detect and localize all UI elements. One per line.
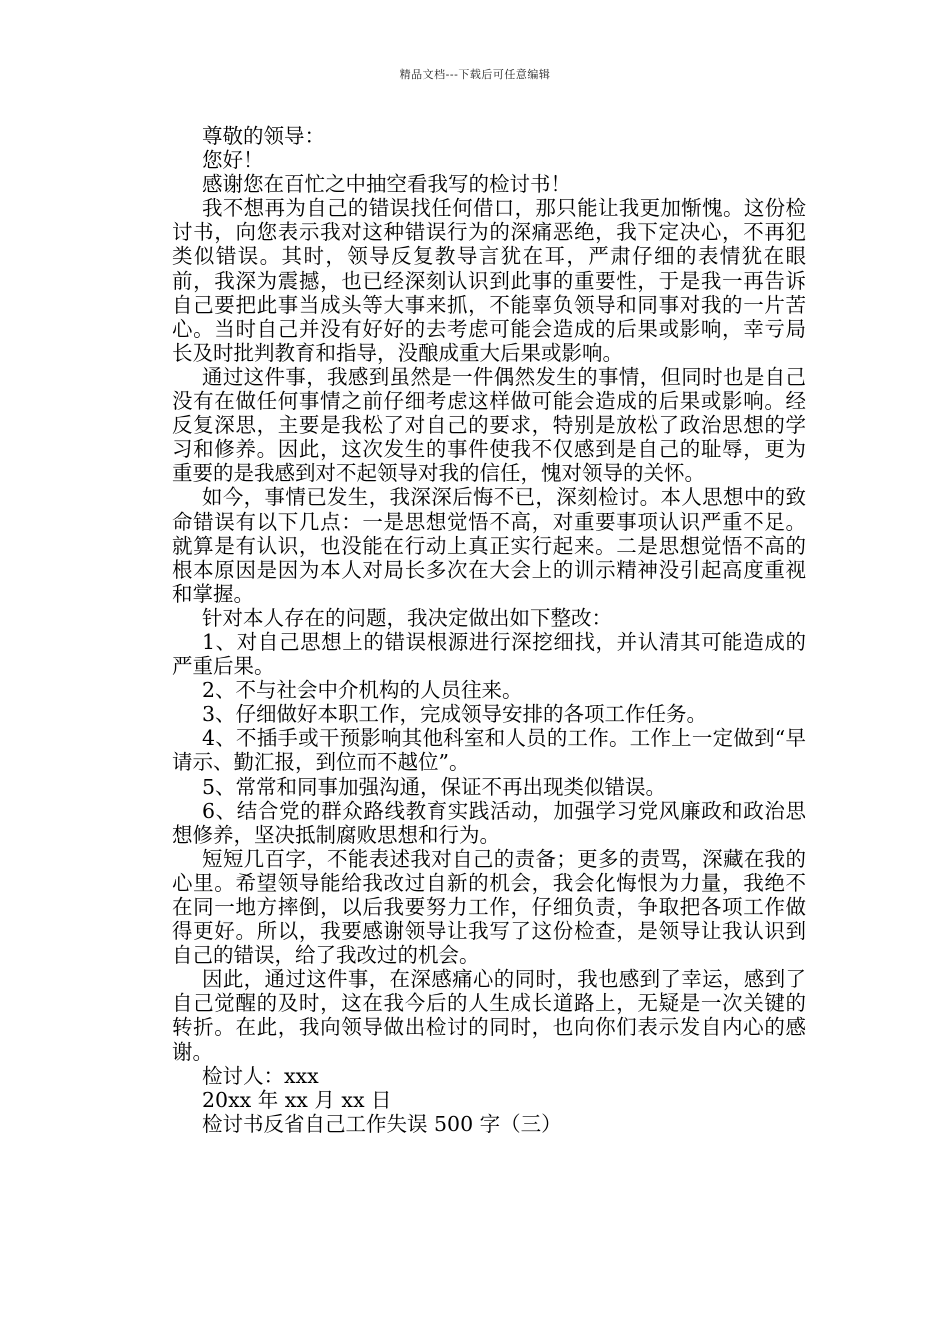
next-section-title: 检讨书反省自己工作失误 500 字（三） xyxy=(202,1111,562,1136)
hello-line: 您好！ xyxy=(202,148,264,173)
paragraph: 如今，事情已发生，我深深后悔不已，深刻检讨。本人思想中的致命错误有以下几点：一是思想觉悟不高，对重要事项认识严重不足。就算是有认识，也没能在行动上真正实行起来。二是思想觉悟不高的根本原因是因为本人对局长多次在大会上的训示精神没引起高度重视和掌握。 xyxy=(172,485,806,606)
paragraph: 针对本人存在的问题，我决定做出如下整改： xyxy=(202,605,612,630)
date-line: 20xx 年 xx 月 xx 日 xyxy=(202,1087,392,1112)
paragraph: 我不想再为自己的错误找任何借口，那只能让我更加惭愧。这份检讨书，向您表示我对这种错误行为的深痛恶绝，我下定决心，不再犯类似错误。其时，领导反复教导言犹在耳，严肃仔细的表情犹在眼前，我深为震撼，也已经深刻认识到此事的重要性，于是我一再告诉自己要把此事当成头等大事来抓，不能辜负领导和同事对我的一片苦心。当时自己并没有好好的去考虑可能会造成的后果或影响，幸亏局长及时批判教育和指导，没酿成重大后果或影响。 xyxy=(172,196,806,365)
paragraph: 短短几百字，不能表述我对自己的责备；更多的责骂，深藏在我的心里。希望领导能给我改过自新的机会，我会化悔恨为力量，我绝不在同一地方摔倒，以后我要努力工作，仔细负责，争取把各项工作做得更好。所以，我要感谢领导让我写了这份检查，是领导让我认识到自己的错误，给了我改过的机会。 xyxy=(172,846,806,968)
list-item: 4、不插手或干预影响其他科室和人员的工作。工作上一定做到“早请示、勤汇报，到位而不越位”。 xyxy=(172,726,806,775)
letter-body xyxy=(172,124,806,1136)
paragraph: 通过这件事，我感到虽然是一件偶然发生的事情，但同时也是自己没有在做任何事情之前仔细考虑这样做可能会造成的后果或影响。经反复深思，主要是我松了对自己的要求，特别是放松了政治思想的学习和修养。因此，这次发生的事件使我不仅感到是自己的耻辱，更为重要的是我感到对不起领导对我的信任，愧对领导的关怀。 xyxy=(172,364,806,486)
list-item: 5、常常和同事加强沟通，保证不再出现类似错误。 xyxy=(202,774,667,799)
paragraph: 因此，通过这件事，在深感痛心的同时，我也感到了幸运，感到了自己觉醒的及时，这在我今后的人生成长道路上，无疑是一次关键的转折。在此，我向领导做出检讨的同时，也向你们表示发自内心的感谢。 xyxy=(172,967,806,1064)
thanks-line: 感谢您在百忙之中抽空看我写的检讨书！ xyxy=(202,172,571,197)
greeting: 尊敬的领导： xyxy=(202,124,325,148)
list-item: 1、对自己思想上的错误根源进行深挖细找，并认清其可能造成的严重后果。 xyxy=(172,629,806,679)
page-header: 精品文档---下载后可任意编辑 xyxy=(399,68,551,81)
list-item: 2、不与社会中介机构的人员往来。 xyxy=(202,678,523,703)
list-item: 3、仔细做好本职工作，完成领导安排的各项工作任务。 xyxy=(202,702,708,727)
list-item: 6、结合党的群众路线教育实践活动，加强学习党风廉政和政治思想修养，坚决抵制腐败思想和行为。 xyxy=(172,798,806,847)
signature: 检讨人：xxx xyxy=(202,1063,319,1088)
